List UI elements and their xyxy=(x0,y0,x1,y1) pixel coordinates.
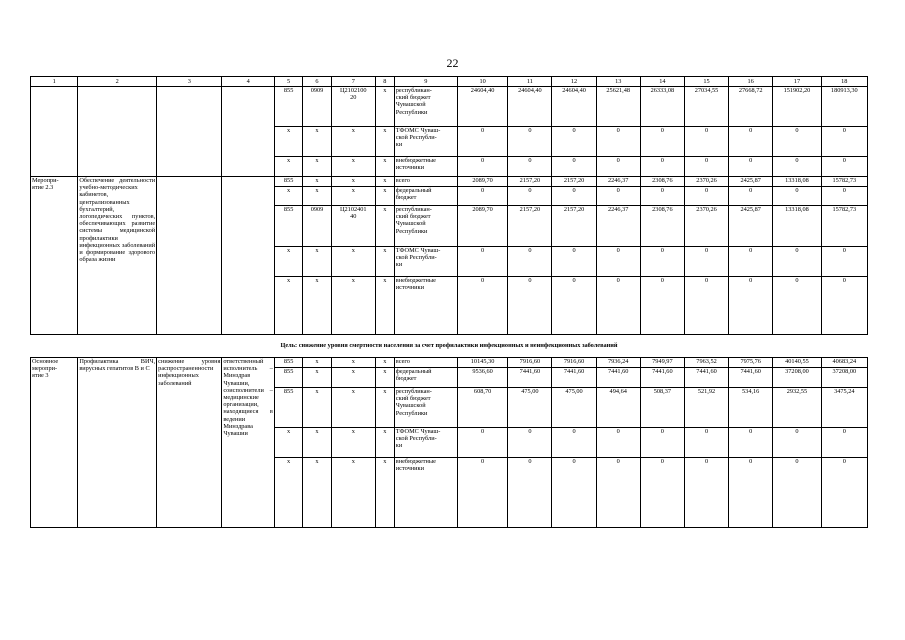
code-cell: x xyxy=(375,458,394,528)
value-cell: 7441,60 xyxy=(596,368,640,388)
value-cell: 0 xyxy=(729,458,773,528)
code-cell: x xyxy=(375,428,394,458)
code-cell: x xyxy=(375,177,394,187)
source-cell: республикан- ский бюджет Чувашской Республики xyxy=(394,206,457,247)
value-cell: 0 xyxy=(457,157,507,177)
value-cell: 0 xyxy=(508,157,552,177)
value-cell: 0 xyxy=(508,187,552,206)
value-cell: 0 xyxy=(773,247,821,277)
code-cell: x xyxy=(303,458,331,528)
value-cell: 13318,08 xyxy=(773,206,821,247)
value-cell: 0 xyxy=(640,277,684,335)
code-cell: x xyxy=(274,187,302,206)
value-cell: 7441,60 xyxy=(684,368,728,388)
value-cell: 0 xyxy=(508,247,552,277)
source-cell: ТФОМС Чуваш- ской Республи- ки xyxy=(394,127,457,157)
measure-name: Обеспечение деятельности учебно-методических кабинетов, централизованных бухгалтерий, логопедических пунктов, обеспечивающих развитие системы медицинской профилактики инфекционных заболеваний и формирование здорового образа жизни xyxy=(78,177,157,335)
code-cell: x xyxy=(375,206,394,247)
header-cell: 4 xyxy=(222,77,275,87)
header-cell: 15 xyxy=(684,77,728,87)
header-cell: 6 xyxy=(303,77,331,87)
value-cell: 0 xyxy=(552,187,596,206)
value-cell: 0 xyxy=(684,157,728,177)
value-cell: 0 xyxy=(596,277,640,335)
code-cell: x xyxy=(331,358,375,368)
measure-number: Основное меропри- ятие 3 xyxy=(31,358,78,528)
value-cell: 2932,55 xyxy=(773,388,821,428)
responsible-executor: ответственный исполнитель – Минздрав Чувашии, соисполнители – медицинские организации, находящиеся в ведении Минздрава Чувашии xyxy=(222,358,275,528)
value-cell: 0 xyxy=(640,157,684,177)
value-cell: 0 xyxy=(552,277,596,335)
code-cell: Ц2102401 40 xyxy=(331,206,375,247)
value-cell: 2246,37 xyxy=(596,206,640,247)
value-cell: 0 xyxy=(457,247,507,277)
measure-goal: снижение уровня распространенности инфекционных заболеваний xyxy=(157,358,222,528)
value-cell: 24604,40 xyxy=(508,87,552,127)
code-cell: x xyxy=(331,127,375,157)
value-cell: 2157,20 xyxy=(552,206,596,247)
value-cell: 0 xyxy=(552,127,596,157)
value-cell: 0 xyxy=(729,277,773,335)
value-cell: 0 xyxy=(821,157,867,177)
code-cell: 0909 xyxy=(303,206,331,247)
value-cell: 7963,52 xyxy=(684,358,728,368)
header-cell: 10 xyxy=(457,77,507,87)
value-cell: 608,70 xyxy=(457,388,507,428)
code-cell: x xyxy=(331,187,375,206)
value-cell: 0 xyxy=(773,187,821,206)
value-cell: 0 xyxy=(508,127,552,157)
value-cell: 7441,60 xyxy=(552,368,596,388)
value-cell: 0 xyxy=(457,428,507,458)
value-cell: 0 xyxy=(773,458,821,528)
value-cell: 0 xyxy=(684,127,728,157)
goal-text: Цель: снижение уровня смертности населения за счет профилактики инфекционных и неинфекционных заболеваний xyxy=(31,335,868,358)
value-cell: 521,92 xyxy=(684,388,728,428)
value-cell: 534,16 xyxy=(729,388,773,428)
value-cell: 0 xyxy=(684,187,728,206)
source-cell: внебюджетные источники xyxy=(394,157,457,177)
value-cell: 0 xyxy=(773,127,821,157)
code-cell: x xyxy=(375,388,394,428)
value-cell: 0 xyxy=(684,247,728,277)
source-cell: внебюджетные источники xyxy=(394,458,457,528)
value-cell: 0 xyxy=(684,277,728,335)
code-cell: x xyxy=(303,127,331,157)
code-cell: x xyxy=(303,358,331,368)
value-cell: 0 xyxy=(821,247,867,277)
empty-cell xyxy=(222,177,275,335)
budget-table xyxy=(30,76,868,528)
source-cell: всего xyxy=(394,177,457,187)
code-cell: 855 xyxy=(274,177,302,187)
empty-cell xyxy=(157,87,222,177)
value-cell: 0 xyxy=(640,247,684,277)
value-cell: 7975,76 xyxy=(729,358,773,368)
code-cell: x xyxy=(274,428,302,458)
code-cell: x xyxy=(375,247,394,277)
value-cell: 0 xyxy=(457,127,507,157)
code-cell: x xyxy=(331,428,375,458)
value-cell: 494,64 xyxy=(596,388,640,428)
code-cell: 855 xyxy=(274,87,302,127)
value-cell: 0 xyxy=(508,428,552,458)
source-cell: всего xyxy=(394,358,457,368)
code-cell: x xyxy=(375,187,394,206)
code-cell: x xyxy=(274,157,302,177)
value-cell: 0 xyxy=(596,157,640,177)
value-cell: 2425,87 xyxy=(729,206,773,247)
header-cell: 9 xyxy=(394,77,457,87)
value-cell: 475,00 xyxy=(552,388,596,428)
value-cell: 2157,20 xyxy=(508,206,552,247)
value-cell: 0 xyxy=(508,277,552,335)
value-cell: 0 xyxy=(821,458,867,528)
source-cell: ТФОМС Чуваш- ской Республи- ки xyxy=(394,428,457,458)
empty-cell xyxy=(31,87,78,177)
value-cell: 0 xyxy=(508,458,552,528)
code-cell: x xyxy=(331,157,375,177)
value-cell: 0 xyxy=(552,428,596,458)
header-cell: 13 xyxy=(596,77,640,87)
code-cell: x xyxy=(375,277,394,335)
header-cell: 3 xyxy=(157,77,222,87)
header-cell: 5 xyxy=(274,77,302,87)
value-cell: 0 xyxy=(729,187,773,206)
value-cell: 7936,24 xyxy=(596,358,640,368)
code-cell: 855 xyxy=(274,388,302,428)
value-cell: 7441,60 xyxy=(508,368,552,388)
value-cell: 0 xyxy=(640,187,684,206)
value-cell: 2370,26 xyxy=(684,206,728,247)
table-row xyxy=(31,358,868,368)
table-row xyxy=(31,177,868,187)
source-cell: республикан- ский бюджет Чувашской Республики xyxy=(394,388,457,428)
value-cell: 180913,30 xyxy=(821,87,867,127)
code-cell: x xyxy=(274,247,302,277)
value-cell: 0 xyxy=(457,187,507,206)
value-cell: 2157,20 xyxy=(552,177,596,187)
value-cell: 37208,00 xyxy=(821,368,867,388)
value-cell: 2089,70 xyxy=(457,206,507,247)
value-cell: 40140,55 xyxy=(773,358,821,368)
code-cell: x xyxy=(375,87,394,127)
header-cell: 17 xyxy=(773,77,821,87)
measure-name: Профилактика ВИЧ, вирусных гепатитов В и С xyxy=(78,358,157,528)
header-cell: 18 xyxy=(821,77,867,87)
value-cell: 26333,08 xyxy=(640,87,684,127)
empty-cell xyxy=(222,87,275,177)
value-cell: 0 xyxy=(552,458,596,528)
header-cell: 16 xyxy=(729,77,773,87)
value-cell: 0 xyxy=(821,127,867,157)
code-cell: x xyxy=(303,277,331,335)
value-cell: 0 xyxy=(596,127,640,157)
code-cell: x xyxy=(375,368,394,388)
source-cell: республикан- ский бюджет Чувашской Республики xyxy=(394,87,457,127)
source-cell: ТФОМС Чуваш- ской Республи- ки xyxy=(394,247,457,277)
value-cell: 24604,40 xyxy=(457,87,507,127)
value-cell: 37208,00 xyxy=(773,368,821,388)
header-row xyxy=(31,77,868,87)
header-cell: 1 xyxy=(31,77,78,87)
code-cell: x xyxy=(303,177,331,187)
value-cell: 2370,26 xyxy=(684,177,728,187)
value-cell: 0 xyxy=(457,458,507,528)
value-cell: 0 xyxy=(640,458,684,528)
value-cell: 15782,73 xyxy=(821,206,867,247)
code-cell: x xyxy=(375,157,394,177)
value-cell: 40683,24 xyxy=(821,358,867,368)
code-cell: 855 xyxy=(274,206,302,247)
value-cell: 3475,24 xyxy=(821,388,867,428)
code-cell: x xyxy=(331,458,375,528)
table-row xyxy=(31,87,868,127)
page-number: 22 xyxy=(446,56,459,70)
value-cell: 7441,60 xyxy=(640,368,684,388)
value-cell: 10145,30 xyxy=(457,358,507,368)
value-cell: 0 xyxy=(773,277,821,335)
header-cell: 12 xyxy=(552,77,596,87)
value-cell: 0 xyxy=(640,428,684,458)
value-cell: 7916,60 xyxy=(508,358,552,368)
code-cell: x xyxy=(303,247,331,277)
code-cell: x xyxy=(331,368,375,388)
value-cell: 0 xyxy=(596,187,640,206)
header-cell: 7 xyxy=(331,77,375,87)
code-cell: 0909 xyxy=(303,87,331,127)
value-cell: 0 xyxy=(729,157,773,177)
code-cell: x xyxy=(274,458,302,528)
value-cell: 0 xyxy=(729,247,773,277)
value-cell: 7441,60 xyxy=(729,368,773,388)
value-cell: 2308,76 xyxy=(640,206,684,247)
value-cell: 0 xyxy=(552,157,596,177)
value-cell: 2089,70 xyxy=(457,177,507,187)
header-cell: 11 xyxy=(508,77,552,87)
value-cell: 151902,20 xyxy=(773,87,821,127)
value-cell: 0 xyxy=(640,127,684,157)
code-cell: x xyxy=(331,177,375,187)
value-cell: 15782,73 xyxy=(821,177,867,187)
value-cell: 0 xyxy=(457,277,507,335)
code-cell: 855 xyxy=(274,358,302,368)
value-cell: 7916,60 xyxy=(552,358,596,368)
goal-row xyxy=(31,335,868,358)
value-cell: 0 xyxy=(821,187,867,206)
value-cell: 0 xyxy=(821,428,867,458)
code-cell: x xyxy=(274,127,302,157)
value-cell: 24604,40 xyxy=(552,87,596,127)
value-cell: 0 xyxy=(821,277,867,335)
value-cell: 0 xyxy=(773,428,821,458)
measure-number: Меропри- ятие 2.3 xyxy=(31,177,78,335)
value-cell: 475,00 xyxy=(508,388,552,428)
code-cell: x xyxy=(331,247,375,277)
code-cell: x xyxy=(331,388,375,428)
value-cell: 508,37 xyxy=(640,388,684,428)
code-cell: Ц2102100 20 xyxy=(331,87,375,127)
value-cell: 0 xyxy=(684,428,728,458)
value-cell: 0 xyxy=(729,428,773,458)
empty-cell xyxy=(78,87,157,177)
source-cell: федеральный бюджет xyxy=(394,187,457,206)
value-cell: 2246,37 xyxy=(596,177,640,187)
code-cell: x xyxy=(303,187,331,206)
value-cell: 0 xyxy=(596,247,640,277)
code-cell: 855 xyxy=(274,368,302,388)
code-cell: x xyxy=(303,388,331,428)
code-cell: x xyxy=(331,277,375,335)
value-cell: 0 xyxy=(596,428,640,458)
value-cell: 7949,97 xyxy=(640,358,684,368)
value-cell: 0 xyxy=(596,458,640,528)
value-cell: 9536,60 xyxy=(457,368,507,388)
source-cell: внебюджетные источники xyxy=(394,277,457,335)
header-cell: 14 xyxy=(640,77,684,87)
code-cell: x xyxy=(303,428,331,458)
header-cell: 8 xyxy=(375,77,394,87)
value-cell: 2425,87 xyxy=(729,177,773,187)
value-cell: 13318,08 xyxy=(773,177,821,187)
value-cell: 25621,48 xyxy=(596,87,640,127)
value-cell: 0 xyxy=(684,458,728,528)
code-cell: x xyxy=(274,277,302,335)
header-cell: 2 xyxy=(78,77,157,87)
code-cell: x xyxy=(303,157,331,177)
code-cell: x xyxy=(375,127,394,157)
value-cell: 27668,72 xyxy=(729,87,773,127)
value-cell: 27034,55 xyxy=(684,87,728,127)
value-cell: 0 xyxy=(729,127,773,157)
value-cell: 2308,76 xyxy=(640,177,684,187)
value-cell: 0 xyxy=(773,157,821,177)
value-cell: 2157,20 xyxy=(508,177,552,187)
code-cell: x xyxy=(303,368,331,388)
value-cell: 0 xyxy=(552,247,596,277)
source-cell: федеральный бюджет xyxy=(394,368,457,388)
empty-cell xyxy=(157,177,222,335)
code-cell: x xyxy=(375,358,394,368)
